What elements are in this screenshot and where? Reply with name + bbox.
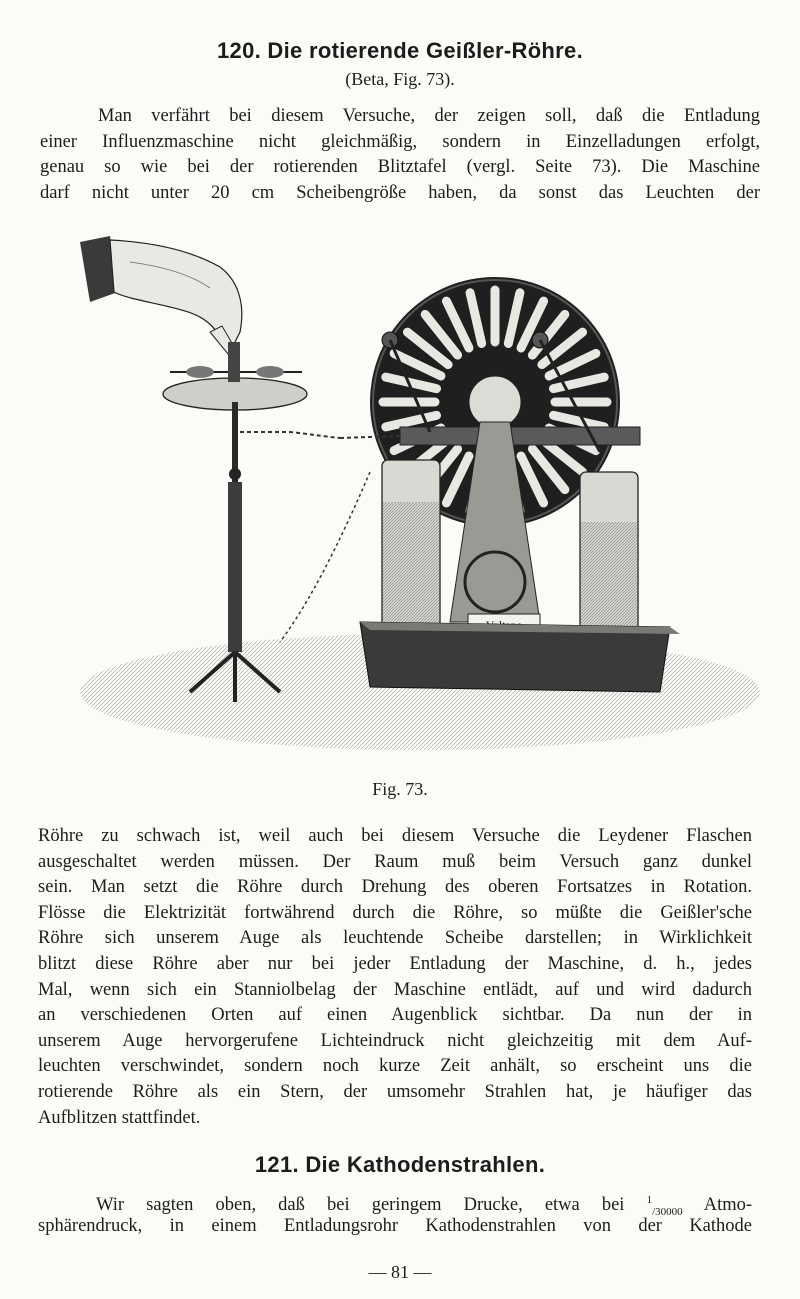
section-heading-121: 121. Die Kathodenstrahlen. bbox=[254, 1152, 546, 1177]
body-paragraph bbox=[38, 824, 752, 1131]
figure-influence-machine bbox=[40, 222, 770, 782]
text-line bbox=[38, 1188, 753, 1218]
text-line: blitzt diese Röhre aber nur bei jeder Entladung der Maschine, d. h., jedes bbox=[38, 953, 752, 974]
text-line: Flösse die Elektrizität fortwährend durch die Röhre, so müßte die Geißler'sche bbox=[38, 902, 752, 923]
text-segment: Wir sagten oben, daß bei geringem Drucke, etwa bei bbox=[96, 1195, 647, 1216]
text-line: an verschiedenen Orten auf einen Augenblick sichtbar. Da nun der in bbox=[38, 1005, 752, 1026]
text-line: unserem Auge hervorgerufene Lichteindruck nicht gleichzeitig mit dem Auf- bbox=[38, 1030, 752, 1051]
text-segment: Atmo- bbox=[682, 1195, 753, 1216]
text-line: genau so wie bei der rotierenden Blitztafel (vergl. Seite 73). Die Maschine bbox=[40, 157, 760, 178]
text-line: ausgeschaltet werden müssen. Der Raum muß beim Versuch ganz dunkel bbox=[38, 851, 752, 872]
fraction-denominator: /30000 bbox=[652, 1205, 683, 1218]
text-line: Aufblitzen stattfindet. bbox=[38, 1107, 201, 1128]
text-line: Man verfährt bei diesem Versuche, der zeigen soll, daß die Entladung bbox=[98, 106, 760, 126]
intro-paragraph bbox=[40, 104, 760, 206]
text-line: leuchten verschwindet, sondern noch kurze Zeit anhält, so erscheint uns die bbox=[38, 1056, 752, 1077]
text-line: einer Influenzmaschine nicht gleichmäßig, sondern in Einzelladungen erfolgt, bbox=[40, 131, 760, 152]
hand-illustration bbox=[80, 236, 242, 354]
text-line: Röhre zu schwach ist, weil auch bei diesem Versuche die Leydener Flaschen bbox=[38, 826, 752, 846]
fraction-numerator: 1 bbox=[646, 1194, 653, 1206]
influence-machine bbox=[280, 277, 680, 692]
text-line: darf nicht unter 20 cm Scheibengröße haben, da sonst das Leuchten der bbox=[40, 182, 760, 203]
text-line: sphärendruck, in einem Entladungsrohr Kathodenstrahlen von der Kathode bbox=[38, 1215, 752, 1236]
engraving-illustration bbox=[40, 222, 770, 782]
text-line: rotierende Röhre als ein Stern, der umsomehr Strahlen hat, je häufiger das bbox=[38, 1081, 752, 1102]
section-heading-120: 120. Die rotierende Geißler-Röhre. bbox=[217, 38, 583, 63]
figure-caption: Fig. 73. bbox=[372, 779, 428, 799]
text-line: Röhre sich unserem Auge als leuchtende Scheibe darstellen; in Wirklichkeit bbox=[38, 928, 752, 949]
text-line: Mal, wenn sich ein Stanniolbelag der Maschine entlädt, auf und wird dadurch bbox=[38, 979, 752, 1000]
figure-reference: (Beta, Fig. 73). bbox=[345, 69, 455, 89]
section-121-paragraph bbox=[38, 1188, 752, 1239]
text-line: sein. Man setzt die Röhre durch Drehung des oberen Fortsatzes in Rotation. bbox=[38, 877, 752, 898]
page-number: — 81 — bbox=[368, 1262, 432, 1282]
